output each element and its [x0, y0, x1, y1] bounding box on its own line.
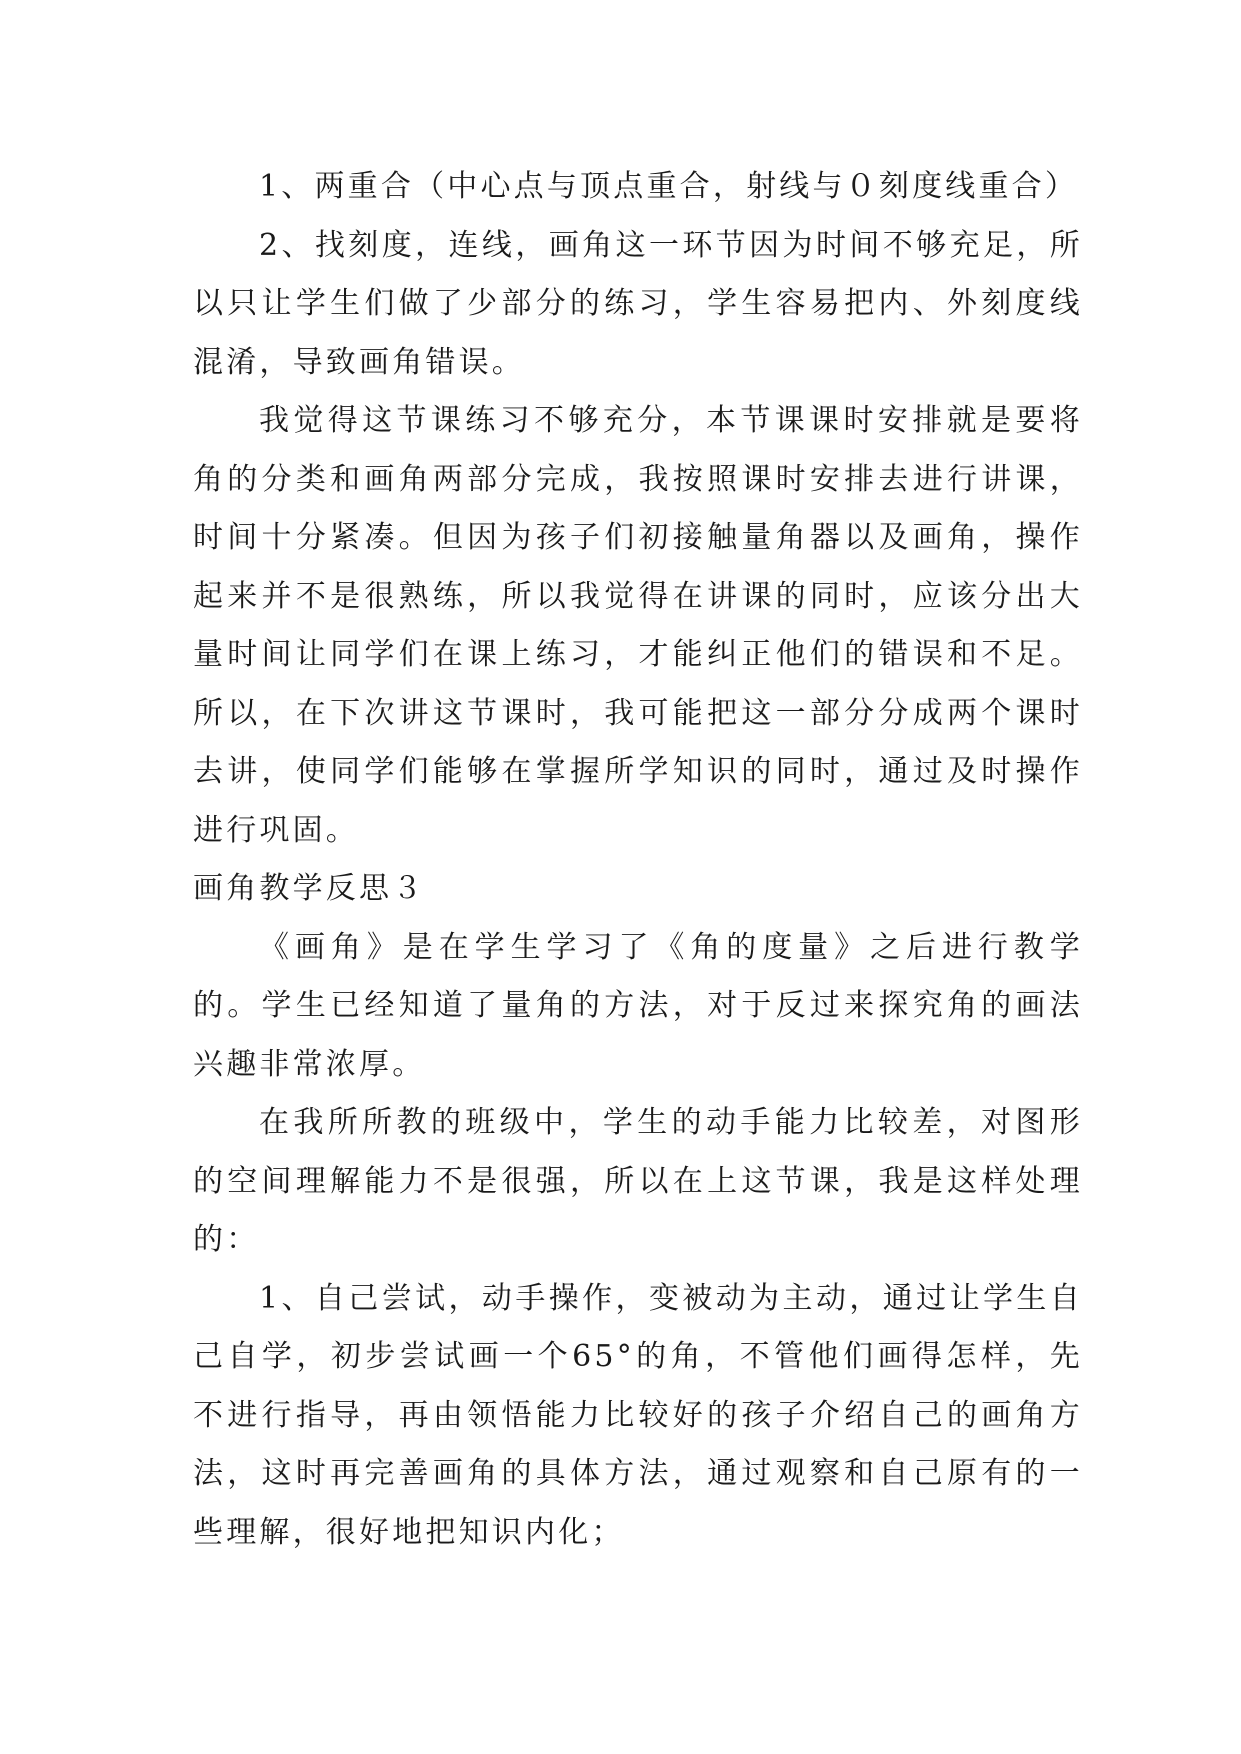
paragraph-reflection: 我觉得这节课练习不够充分，本节课课时安排就是要将角的分类和画角两部分完成，我按照课时安排去进行讲课，时间十分紧凑。但因为孩子们初接触量角器以及画角，操作起来并不是很熟练，所以我觉得在讲课的同时，应该分出大量时间让同学们在课上练习，才能纠正他们的错误和不足。所以，在下次讲这节课时，我可能把这一部分分成两个课时去讲，使同学们能够在掌握所学知识的同时，通过及时操作进行巩固。 — [193, 403, 1083, 848]
document-body — [193, 158, 1083, 1562]
paragraph-step-2: 2、找刻度，连线，画角这一环节因为时间不够充足，所以只让学生们做了少部分的练习，学生容易把内、外刻度线混淆，导致画角错误。 — [193, 227, 1083, 380]
paragraph-class-context: 在我所所教的班级中，学生的动手能力比较差，对图形的空间理解能力不是很强，所以在上这节课，我是这样处理的： — [193, 1105, 1083, 1257]
paragraph-method-1: 1、自己尝试，动手操作，变被动为主动，通过让学生自己自学，初步尝试画一个65°的角，不管他们画得怎样，先不进行指导，再由领悟能力比较好的孩子介绍自己的画角方法，这时再完善画角的具体方法，通过观察和自己原有的一些理解，很好地把知识内化； — [193, 1280, 1083, 1550]
section-heading: 画角教学反思３ — [193, 871, 426, 906]
paragraph-step-1: 1、两重合（中心点与顶点重合，射线与０刻度线重合） — [259, 169, 1079, 204]
paragraph-intro: 《画角》是在学生学习了《角的度量》之后进行教学的。学生已经知道了量角的方法，对于反过来探究角的画法兴趣非常浓厚。 — [193, 929, 1083, 1082]
